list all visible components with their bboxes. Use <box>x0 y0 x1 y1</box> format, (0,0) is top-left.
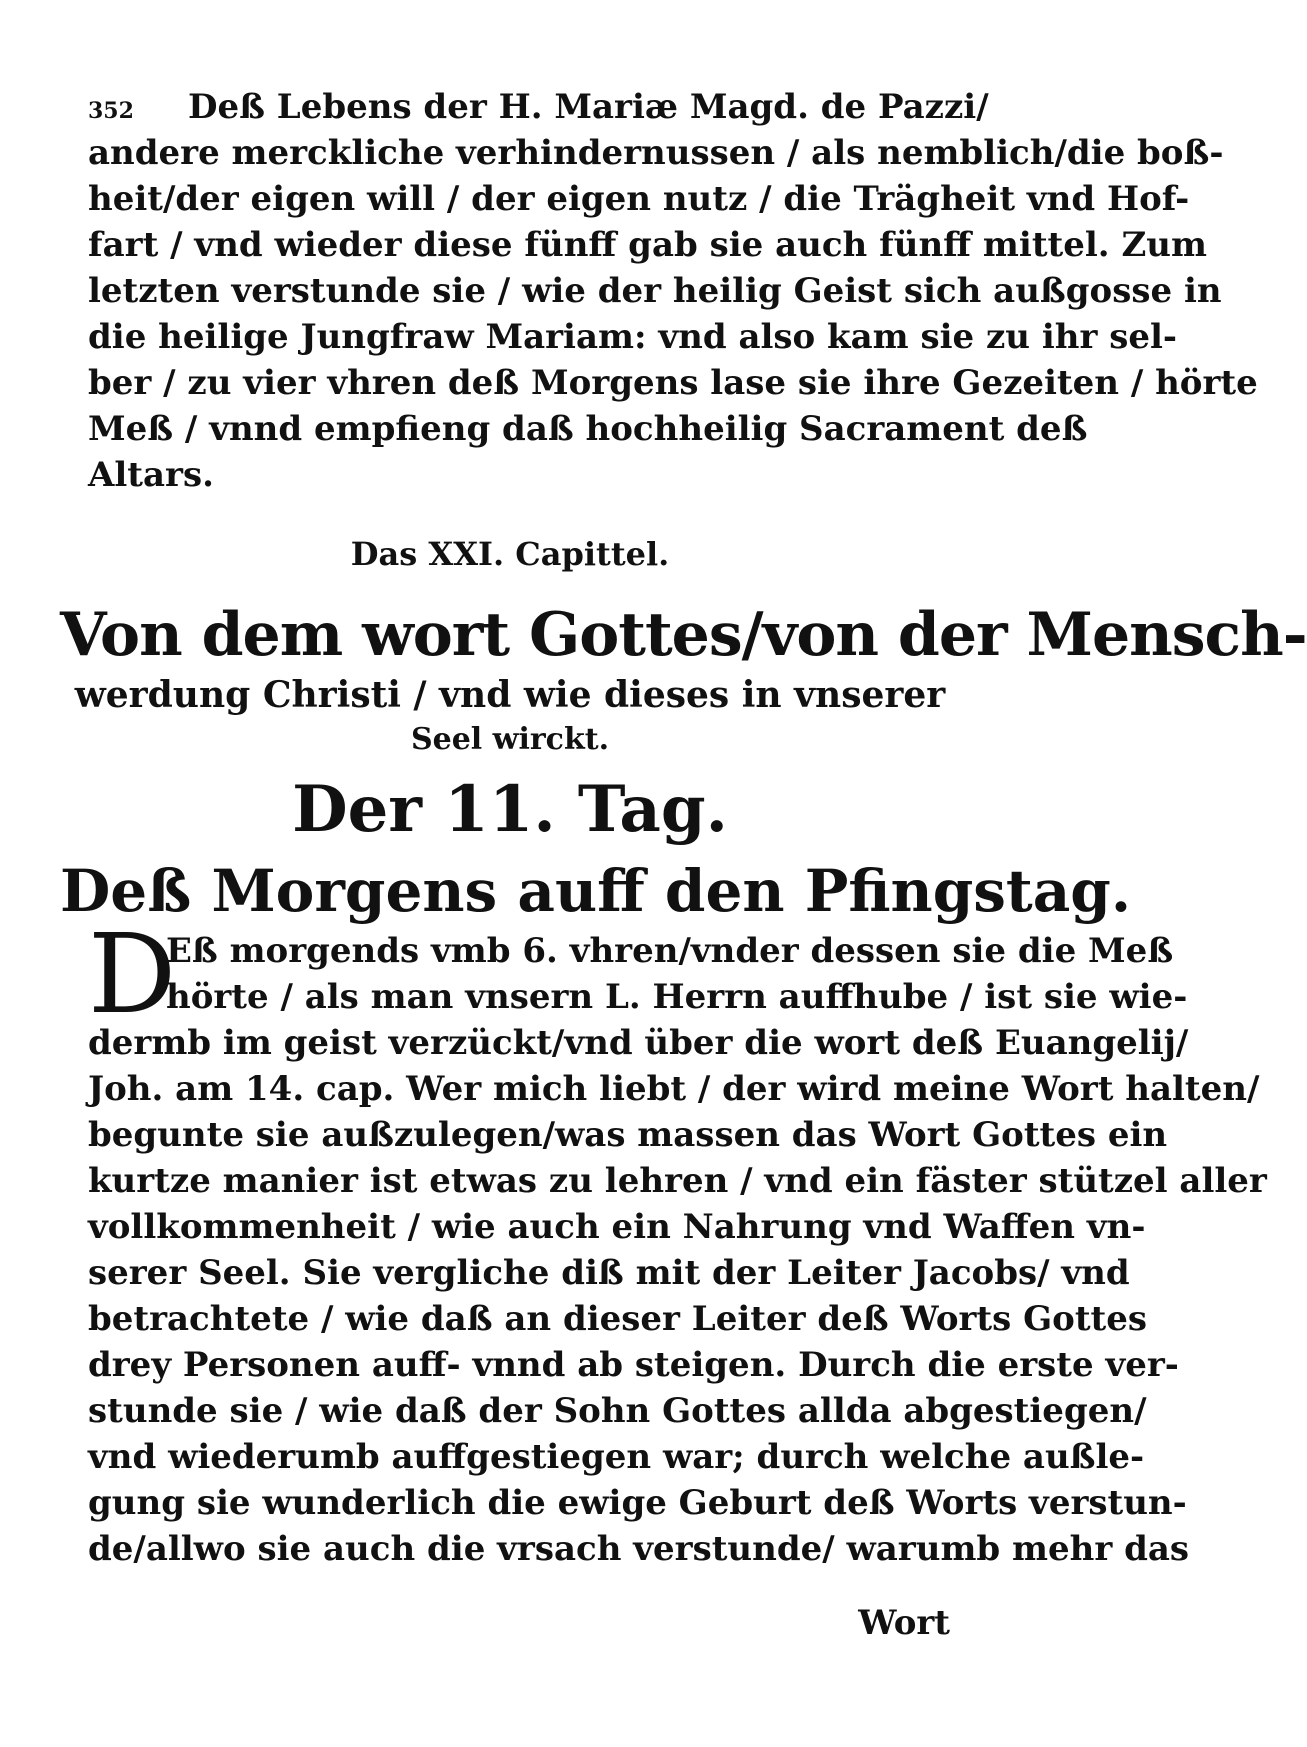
text-line: serer Seel. Sie vergliche diß mit der Leiter Jacobs/ vnd <box>88 1253 1130 1293</box>
running-head <box>88 82 989 132</box>
top-paragraph <box>88 130 1258 498</box>
text-line: hörte / als man vnsern L. Herrn auffhube / ist sie wie- <box>166 977 1188 1017</box>
text-line: heit/der eigen will / der eigen nutz / die Trägheit vnd Hof- <box>88 179 1190 219</box>
drop-cap-lines <box>88 910 1188 1038</box>
chapter-title-line: werdung Christi / vnd wie dieses in vnserer <box>74 674 946 716</box>
drop-cap: D <box>88 910 177 1038</box>
text-line: de/allwo sie auch die vrsach verstunde/ warumb mehr das <box>88 1529 1190 1569</box>
text-line: andere merckliche verhindernussen / als nemblich/die boß- <box>88 133 1224 173</box>
day-heading: Der 11. Tag. <box>292 772 728 847</box>
text-line: stunde sie / wie daß der Sohn Gottes allda abgestiegen/ <box>88 1391 1147 1431</box>
section-heading: Deß Morgens auff den Pfingstag. <box>60 857 1132 925</box>
text-line: die heilige Jungfraw Mariam: vnd also kam sie zu ihr sel- <box>88 317 1178 357</box>
text-line: kurtze manier ist etwas zu lehren / vnd ein fäster stützel aller <box>88 1161 1267 1201</box>
text-line: drey Personen auff- vnnd ab steigen. Durch die erste ver- <box>88 1345 1179 1385</box>
text-line: ber / zu vier vhren deß Morgens lase sie ihre Gezeiten / hörte <box>88 363 1258 403</box>
text-line: letzten verstunde sie / wie der heilig Geist sich außgosse in <box>88 271 1222 311</box>
text-line: vollkommenheit / wie auch ein Nahrung vnd Waffen vn- <box>88 1207 1146 1247</box>
text-line: begunte sie außzulegen/was massen das Wort Gottes ein <box>88 1115 1168 1155</box>
text-line: Eß morgends vmb 6. vhren/vnder dessen sie die Meß <box>166 931 1174 971</box>
chapter-label: Das XXI. Capittel. <box>350 535 670 573</box>
body-paragraph <box>88 910 1267 1572</box>
chapter-title-line: Seel wirckt. <box>410 722 610 757</box>
text-line: Altars. <box>88 455 214 495</box>
chapter-title-line: Von dem wort Gottes/von der Mensch- <box>60 600 1307 670</box>
text-line: gung sie wunderlich die ewige Geburt deß Worts verstun- <box>88 1483 1187 1523</box>
text-line: vnd wiederumb auffgestiegen war; durch welche außle- <box>88 1437 1145 1477</box>
text-line: Meß / vnnd empfieng daß hochheilig Sacrament deß <box>88 409 1088 449</box>
text-line: dermb im geist verzückt/vnd über die wort deß Euangelij/ <box>88 1023 1189 1063</box>
running-head-title: Deß Lebens der H. Mariæ Magd. de Pazzi/ <box>188 87 989 127</box>
catchword: Wort <box>858 1603 950 1643</box>
page-number: 352 <box>88 98 134 124</box>
text-line: fart / vnd wieder diese fünff gab sie auch fünff mittel. Zum <box>88 225 1207 265</box>
text-line: Joh. am 14. cap. Wer mich liebt / der wird meine Wort halten/ <box>88 1069 1260 1109</box>
text-line: betrachtete / wie daß an dieser Leiter deß Worts Gottes <box>88 1299 1147 1339</box>
